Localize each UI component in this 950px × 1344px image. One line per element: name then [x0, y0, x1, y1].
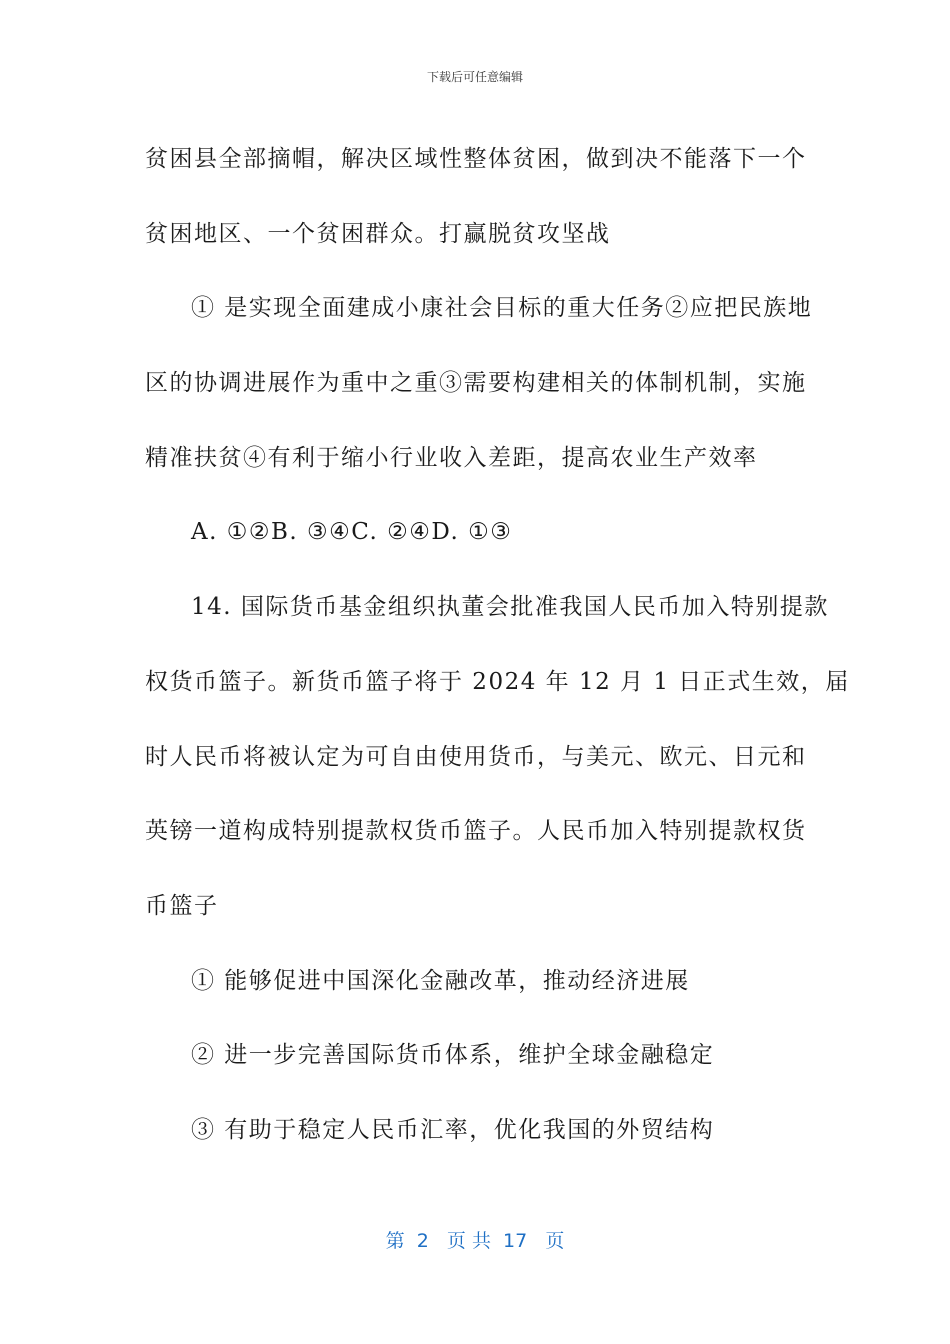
text-line: 贫困地区、一个贫困群众。打赢脱贫攻坚战: [145, 220, 611, 247]
text-line: 权货币篮子。新货币篮子将于 2024 年 12 月 1 日正式生效，届: [145, 668, 850, 695]
document-body: [145, 122, 850, 1168]
statement-2: ② 进一步完善国际货币体系，维护全球金融稳定: [191, 1042, 715, 1069]
statement-3: ③ 有助于稳定人民币汇率，优化我国的外贸结构: [191, 1116, 715, 1143]
text-line: 贫困县全部摘帽，解决区域性整体贫困，做到决不能落下一个: [145, 146, 807, 172]
text-line: 时人民币将被认定为可自由使用货币，与美元、欧元、日元和: [145, 743, 807, 770]
text-line: 精准扶贫④有利于缩小行业收入差距，提高农业生产效率: [145, 444, 758, 471]
text-line: 英镑一道构成特别提款权货币篮子。人民币加入特别提款权货: [145, 818, 807, 845]
text-line: ① 是实现全面建成小康社会目标的重大任务②应把民族地: [191, 295, 813, 322]
statement-1: ① 能够促进中国深化金融改革，推动经济进展: [191, 967, 690, 994]
text-line: 区的协调进展作为重中之重③需要构建相关的体制机制，实施: [145, 370, 807, 397]
answer-options: A. ①②B. ③④C. ②④D. ①③: [191, 519, 513, 546]
page-number-footer: 第 2 页 共 17 页: [385, 1230, 565, 1252]
text-line: 币篮子: [145, 892, 219, 919]
header-note: 下载后可任意编辑: [426, 70, 523, 84]
question-14: 14. 国际货币基金组织执董会批准我国人民币加入特别提款: [191, 594, 829, 621]
